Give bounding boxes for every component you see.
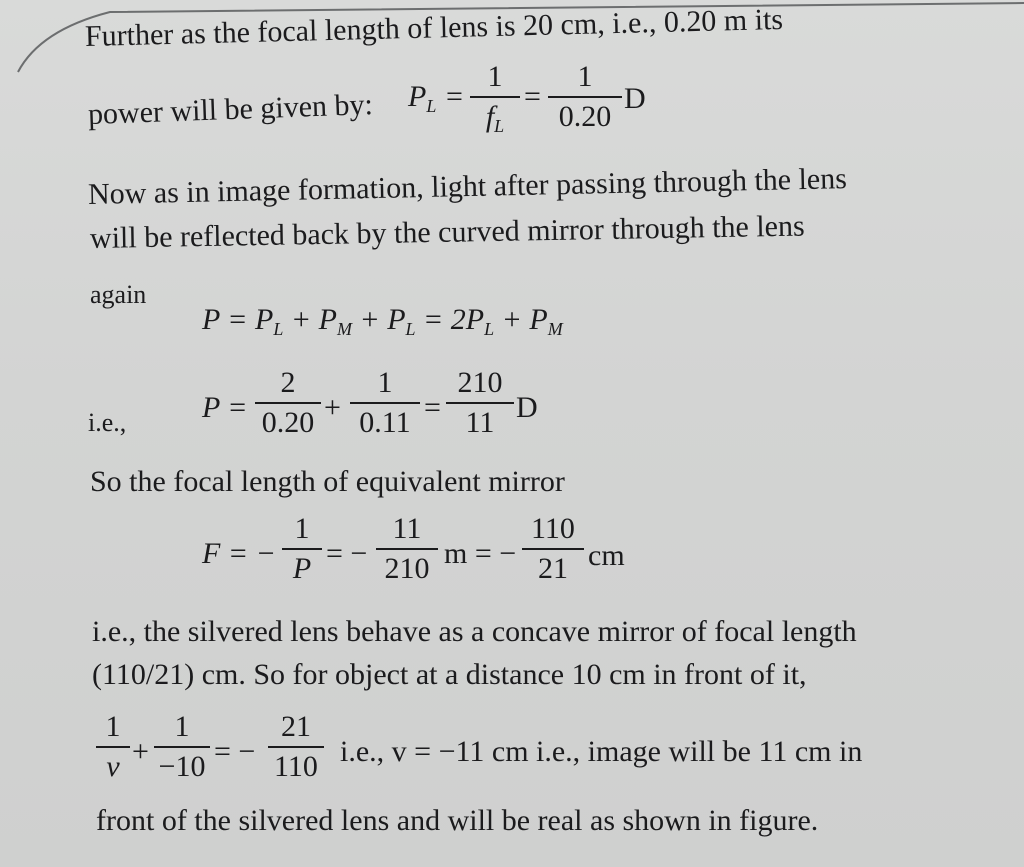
eq1-fraction-1 xyxy=(470,60,520,136)
eq3-f1-numerator: 2 xyxy=(280,366,296,399)
eq1-lhs-symbol: P xyxy=(408,80,427,113)
eq1-f1-den-symbol: f xyxy=(485,100,495,133)
text-line-2: power will be given by: xyxy=(87,88,374,131)
eq4-f3-denominator: 21 xyxy=(538,552,568,585)
eq2-sub-1: L xyxy=(273,319,284,339)
eq3-f3-numerator: 210 xyxy=(457,366,503,399)
eq1-equals-2: = xyxy=(524,80,541,113)
eq4-fraction-1 xyxy=(282,514,322,584)
eq5-plus: + xyxy=(132,735,149,768)
eq2-part-e: + P xyxy=(494,303,548,336)
eq5-f1-numerator: 1 xyxy=(105,710,121,743)
text-line-3: Now as in image formation, light after passing through the lens xyxy=(87,162,848,211)
eq5-fraction-3 xyxy=(268,712,324,782)
eq3-fraction-1 xyxy=(255,368,321,438)
eq5-equals: = − xyxy=(214,735,256,768)
eq1-f1-denominator xyxy=(470,98,520,136)
eq5-fraction-1 xyxy=(96,712,130,782)
eq3-f1-denominator: 0.20 xyxy=(261,406,315,439)
eq4-unit: cm xyxy=(588,539,625,572)
eq4-f1-denominator: P xyxy=(292,552,312,585)
eq5-f3-denominator: 110 xyxy=(274,750,318,783)
eq1-f2-denominator: 0.20 xyxy=(558,100,612,133)
text-line-7: So the focal length of equivalent mirror xyxy=(90,465,565,498)
eq3-f2-numerator: 1 xyxy=(377,366,393,399)
eq2-part-d: = 2P xyxy=(415,303,485,336)
eq1-lhs xyxy=(408,80,437,116)
eq4-f2-denominator: 210 xyxy=(384,552,430,585)
eq4-mid: m = − xyxy=(444,537,517,570)
eq4-fraction-3 xyxy=(522,514,584,584)
eq3-fraction-2 xyxy=(350,368,420,438)
eq5-f2-denominator: −10 xyxy=(158,750,206,783)
eq2-part-a: P = P xyxy=(202,303,274,336)
eq1-f2-numerator: 1 xyxy=(577,60,593,93)
text-line-1: Further as the focal length of lens is 20 cm, i.e., 0.20 m its xyxy=(84,2,784,53)
eq5-fraction-2 xyxy=(154,712,210,782)
eq3-f3-denominator: 11 xyxy=(465,406,495,439)
eq2-sub-5: M xyxy=(547,319,563,339)
eq4-equals-1: = − xyxy=(326,537,368,570)
eq3-plus: + xyxy=(324,391,341,424)
eq1-fraction-2 xyxy=(548,62,622,132)
text-line-4: will be reflected back by the curved mirror through the lens xyxy=(89,209,805,255)
eq4-f3-numerator: 110 xyxy=(531,512,575,545)
eq2-sub-2: M xyxy=(336,319,352,339)
eq3-equals: = xyxy=(424,391,441,424)
text-line-8: i.e., the silvered lens behave as a concave mirror of focal length xyxy=(92,615,857,648)
eq4-fraction-2 xyxy=(376,514,438,584)
eq3-lhs: P = xyxy=(202,391,248,424)
eq4-f2-numerator: 11 xyxy=(392,512,422,545)
eq4-lhs: F = − xyxy=(202,537,276,570)
eq3-fraction-3 xyxy=(446,368,514,438)
eq4-f1-numerator: 1 xyxy=(294,512,310,545)
eq1-f1-numerator: 1 xyxy=(487,60,503,93)
eq3-unit: D xyxy=(516,391,538,424)
eq3-f2-denominator: 0.11 xyxy=(359,406,411,439)
text-line-5: again xyxy=(90,280,147,309)
equation-total-power xyxy=(202,303,563,339)
eq2-sub-3: L xyxy=(405,319,416,339)
eq2-part-c: + P xyxy=(351,303,406,336)
text-line-10: i.e., v = −11 cm i.e., image will be 11 cm in xyxy=(340,735,863,768)
eq1-lhs-subscript: L xyxy=(426,96,437,116)
eq2-part-b: + P xyxy=(283,303,337,336)
text-line-6: i.e., xyxy=(88,408,127,437)
eq2-sub-4: L xyxy=(484,319,495,339)
eq5-f2-numerator: 1 xyxy=(174,710,190,743)
eq5-f3-numerator: 21 xyxy=(281,710,311,743)
eq1-equals-1: = xyxy=(446,80,463,113)
eq5-f1-denominator: v xyxy=(106,750,120,783)
text-line-11: front of the silvered lens and will be real as shown in figure. xyxy=(96,804,819,837)
eq1-f1-den-subscript: L xyxy=(494,116,505,136)
eq1-unit: D xyxy=(624,82,646,115)
text-line-9: (110/21) cm. So for object at a distance 10 cm in front of it, xyxy=(92,658,807,691)
